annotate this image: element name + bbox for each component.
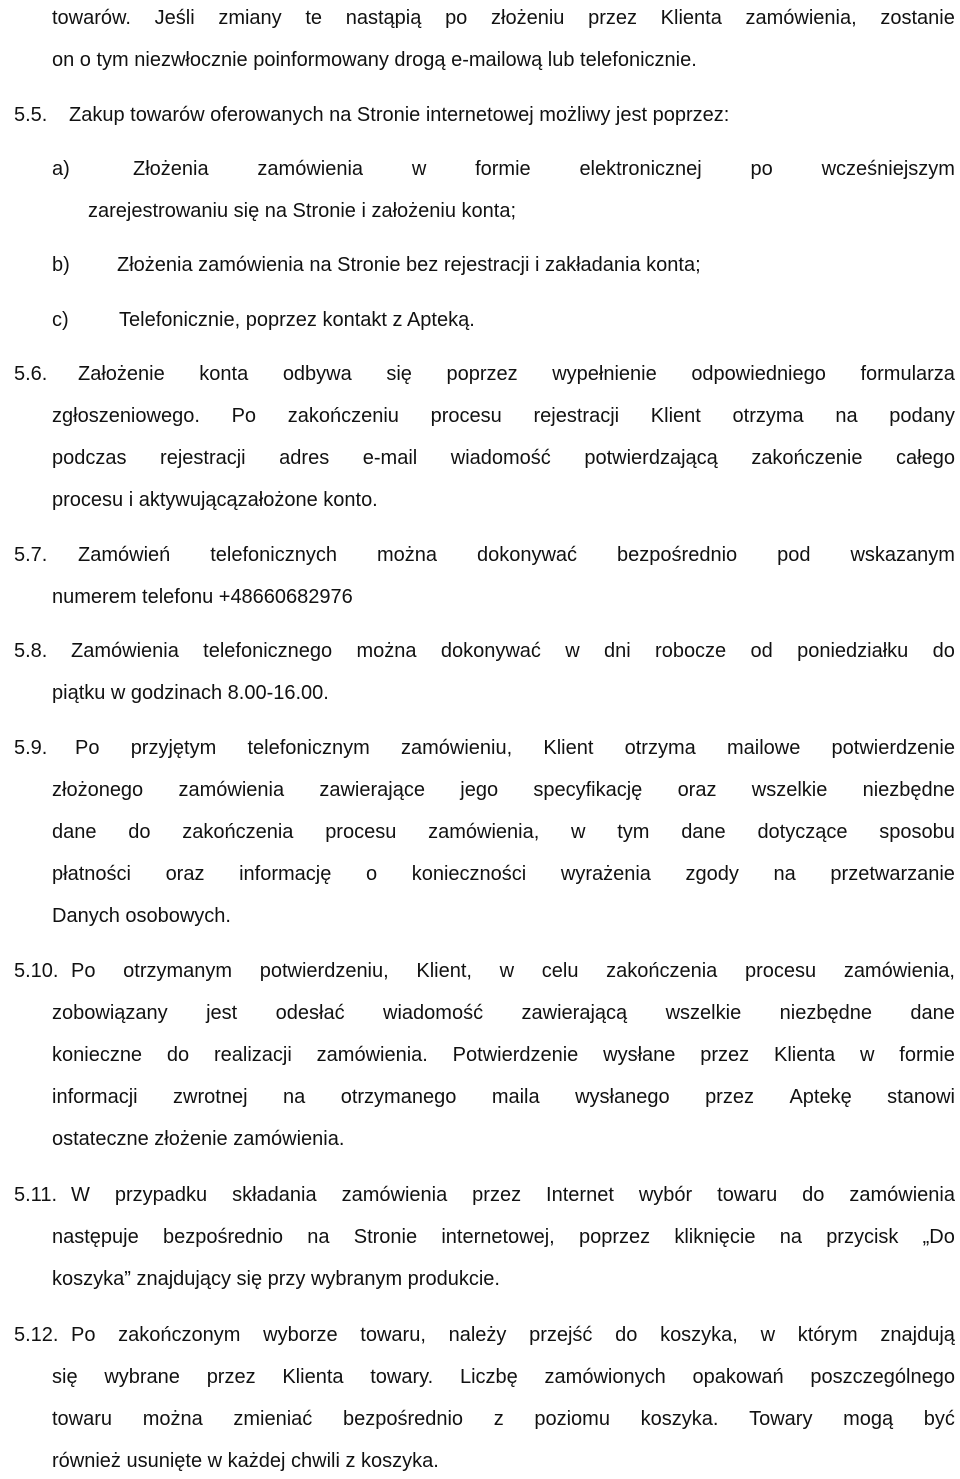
- word: Klienta: [282, 1366, 344, 1388]
- word: adres: [279, 447, 330, 469]
- paragraph-line: [75, 736, 955, 760]
- word: Internet: [546, 1184, 614, 1206]
- word: otrzymanego: [340, 1086, 457, 1108]
- word: robocze: [655, 640, 727, 662]
- word: specyfikację: [533, 779, 643, 801]
- word: wszelkie: [751, 779, 828, 801]
- word: elektronicznej: [579, 158, 702, 180]
- word: Stronie: [353, 1226, 418, 1248]
- word: formularza: [860, 363, 955, 385]
- word: koszyka,: [660, 1324, 738, 1346]
- word: potwierdzeniu,: [259, 960, 389, 982]
- word: potwierdzającą: [584, 447, 718, 469]
- word: towaru,: [360, 1324, 426, 1346]
- word: z: [493, 1408, 504, 1430]
- word: w: [565, 640, 580, 662]
- word: przez: [700, 1044, 750, 1066]
- word: być: [923, 1408, 955, 1430]
- word: dane: [681, 821, 726, 843]
- word: wypełnienie: [552, 363, 657, 385]
- word: zamówienia,: [428, 821, 540, 843]
- word: dokonywać: [477, 544, 578, 566]
- word: poziomu: [534, 1408, 610, 1430]
- word: dane: [910, 1002, 955, 1024]
- word: otrzyma: [732, 405, 804, 427]
- word: Po: [71, 960, 96, 982]
- word: wiadomość: [450, 447, 551, 469]
- word: zamówienia,: [745, 7, 857, 29]
- word: w: [571, 821, 586, 843]
- word: tym: [617, 821, 650, 843]
- paragraph-line: on o tym niezwłocznie poinformowany drogą e-mailową lub telefonicznie.: [52, 49, 697, 71]
- word: zamówienia: [178, 779, 285, 801]
- paragraph-line: Zakup towarów oferowanych na Stronie internetowej możliwy jest poprzez:: [69, 104, 730, 126]
- list-item-line: zarejestrowaniu się na Stronie i założeniu konta;: [88, 200, 517, 222]
- paragraph-line: [52, 1001, 955, 1025]
- word: Po: [71, 1324, 96, 1346]
- word: zakończenie: [751, 447, 863, 469]
- list-item-line: Telefonicznie, poprzez kontakt z Apteką.: [119, 309, 475, 331]
- word: konieczne: [52, 1044, 143, 1066]
- word: wyborze: [263, 1324, 338, 1346]
- word: towaru: [717, 1184, 778, 1206]
- word: na: [283, 1086, 306, 1108]
- word: zgody: [685, 863, 739, 885]
- word: zakończeniu: [287, 405, 399, 427]
- word: poniedziałku: [797, 640, 909, 662]
- word: Klienta: [660, 7, 722, 29]
- word: „Do: [922, 1226, 955, 1248]
- word: przez: [588, 7, 637, 29]
- word: formie: [899, 1044, 955, 1066]
- word: Potwierdzenie: [452, 1044, 579, 1066]
- list-marker: a): [52, 158, 70, 180]
- paragraph-line: [71, 1323, 955, 1347]
- word: do: [615, 1324, 638, 1346]
- word: się: [52, 1366, 78, 1388]
- word: zgłoszeniowego.: [52, 405, 200, 427]
- word: w: [499, 960, 515, 982]
- word: oraz: [165, 863, 205, 885]
- word: przez: [705, 1086, 754, 1108]
- section-number: 5.9.: [14, 737, 48, 759]
- word: Towary: [749, 1408, 813, 1430]
- paragraph-line: [52, 6, 955, 30]
- word: towaru: [52, 1408, 113, 1430]
- word: od: [750, 640, 773, 662]
- word: sposobu: [879, 821, 955, 843]
- word: do: [932, 640, 955, 662]
- word: można: [142, 1408, 203, 1430]
- word: na: [773, 863, 796, 885]
- word: telefonicznego: [203, 640, 333, 662]
- word: konieczności: [411, 863, 527, 885]
- word: mailowe: [726, 737, 801, 759]
- word: można: [356, 640, 417, 662]
- word: wiadomość: [383, 1002, 484, 1024]
- word: zobowiązany: [52, 1002, 168, 1024]
- paragraph-line: [52, 1043, 955, 1067]
- paragraph-line: również usunięte w każdej chwili z koszyka.: [52, 1450, 439, 1472]
- word: bezpośrednio: [342, 1408, 464, 1430]
- word: formie: [475, 158, 531, 180]
- paragraph-line: [52, 820, 955, 844]
- word: wybór: [638, 1184, 693, 1206]
- word: podany: [889, 405, 955, 427]
- paragraph-line: piątku w godzinach 8.00-16.00.: [52, 682, 329, 704]
- paragraph-line: [52, 862, 955, 886]
- word: wskazanym: [850, 544, 955, 566]
- word: zamówieniu,: [400, 737, 513, 759]
- word: odesłać: [275, 1002, 345, 1024]
- word: do: [128, 821, 151, 843]
- word: potwierdzenie: [831, 737, 955, 759]
- word: zakończenia: [606, 960, 718, 982]
- word: realizacji: [214, 1044, 292, 1066]
- word: dane: [52, 821, 97, 843]
- word: W: [71, 1184, 90, 1206]
- word: wszelkie: [665, 1002, 742, 1024]
- word: niezbędne: [779, 1002, 872, 1024]
- list-item-line: [133, 157, 955, 181]
- word: otrzyma: [624, 737, 696, 759]
- list-marker: b): [52, 254, 70, 276]
- word: Zamówienia: [71, 640, 179, 662]
- word: zawierającą: [521, 1002, 628, 1024]
- word: dni: [604, 640, 631, 662]
- word: telefonicznym: [247, 737, 370, 759]
- word: telefonicznych: [210, 544, 337, 566]
- paragraph-line: procesu i aktywującązałożone konto.: [52, 489, 378, 511]
- word: wysłanego: [575, 1086, 670, 1108]
- word: się: [386, 363, 412, 385]
- word: nastąpią: [345, 7, 422, 29]
- word: wyrażenia: [560, 863, 651, 885]
- word: informacji: [52, 1086, 138, 1108]
- paragraph-line: [52, 778, 955, 802]
- word: w: [760, 1324, 776, 1346]
- section-number: 5.7.: [14, 544, 48, 566]
- word: złożeniu: [491, 7, 565, 29]
- word: Klient,: [416, 960, 472, 982]
- word: procesu: [430, 405, 502, 427]
- word: Jeśli: [154, 7, 195, 29]
- word: zawierające: [319, 779, 425, 801]
- word: przypadku: [114, 1184, 208, 1206]
- word: Klient: [543, 737, 594, 759]
- word: bezpośrednio: [617, 544, 738, 566]
- word: zamówienia: [849, 1184, 955, 1206]
- word: zostanie: [880, 7, 955, 29]
- word: Zamówień: [78, 544, 171, 566]
- word: opakowań: [692, 1366, 784, 1388]
- word: całego: [896, 447, 955, 469]
- word: niezbędne: [862, 779, 955, 801]
- word: towary.: [370, 1366, 434, 1388]
- word: w: [860, 1044, 875, 1066]
- word: Złożenia: [133, 158, 209, 180]
- word: przejść: [529, 1324, 593, 1346]
- word: przez: [472, 1184, 522, 1206]
- list-marker: c): [52, 309, 69, 331]
- word: Założenie: [78, 363, 165, 385]
- word: poszczególnego: [810, 1366, 955, 1388]
- word: w: [411, 158, 427, 180]
- word: wcześniejszym: [821, 158, 955, 180]
- word: koszyka.: [640, 1408, 719, 1430]
- paragraph-line: [71, 639, 955, 663]
- paragraph-line: [78, 543, 955, 567]
- word: przycisk: [826, 1226, 899, 1248]
- word: zamówionych: [544, 1366, 666, 1388]
- word: zakończenia: [182, 821, 294, 843]
- word: zmiany: [218, 7, 282, 29]
- word: dotyczące: [757, 821, 848, 843]
- word: zwrotnej: [173, 1086, 248, 1108]
- word: bezpośrednio: [162, 1226, 284, 1248]
- word: którym: [797, 1324, 858, 1346]
- paragraph-line: ostateczne złożenie zamówienia.: [52, 1128, 345, 1150]
- word: odbywa: [282, 363, 352, 385]
- word: e-mail: [362, 447, 418, 469]
- word: można: [376, 544, 438, 566]
- word: po: [750, 158, 773, 180]
- word: konta: [199, 363, 249, 385]
- word: rejestracji: [160, 447, 246, 469]
- word: przyjętym: [130, 737, 217, 759]
- word: towarów.: [52, 7, 131, 29]
- paragraph-line: koszyka” znajdujący się przy wybranym produkcie.: [52, 1268, 500, 1290]
- word: do: [802, 1184, 825, 1206]
- paragraph-line: [71, 1183, 955, 1207]
- paragraph-line: [52, 1407, 955, 1431]
- word: zmieniać: [233, 1408, 313, 1430]
- word: Po: [75, 737, 100, 759]
- paragraph-line: [52, 1225, 955, 1249]
- paragraph-line: [71, 959, 955, 983]
- word: do: [166, 1044, 190, 1066]
- paragraph-line: [52, 404, 955, 428]
- word: kliknięcie: [674, 1226, 756, 1248]
- word: informację: [239, 863, 332, 885]
- word: Liczbę: [459, 1366, 518, 1388]
- word: mogą: [843, 1408, 894, 1430]
- word: następuje: [52, 1226, 139, 1248]
- word: zamówienia: [257, 158, 364, 180]
- word: pod: [777, 544, 811, 566]
- word: wybrane: [104, 1366, 180, 1388]
- paragraph-line: [52, 1085, 955, 1109]
- word: Aptekę: [789, 1086, 852, 1108]
- word: maila: [491, 1086, 540, 1108]
- word: rejestracji: [533, 405, 620, 427]
- word: poprzez: [578, 1226, 651, 1248]
- word: jest: [206, 1002, 238, 1024]
- word: złożonego: [52, 779, 144, 801]
- word: po: [445, 7, 468, 29]
- word: na: [307, 1226, 330, 1248]
- word: Klienta: [774, 1044, 836, 1066]
- word: internetowej,: [441, 1226, 555, 1248]
- word: zakończonym: [118, 1324, 241, 1346]
- word: zamówienia.: [316, 1044, 428, 1066]
- word: przez: [206, 1366, 256, 1388]
- word: celu: [541, 960, 579, 982]
- word: należy: [448, 1324, 507, 1346]
- phone-number-line: numerem telefonu +48660682976: [52, 586, 353, 608]
- word: na: [835, 405, 858, 427]
- section-number: 5.5.: [14, 104, 48, 126]
- list-item-line: Złożenia zamówienia na Stronie bez rejestracji i zakładania konta;: [117, 254, 701, 276]
- word: jego: [460, 779, 499, 801]
- word: te: [305, 7, 323, 29]
- word: Klient: [650, 405, 701, 427]
- word: na: [779, 1226, 802, 1248]
- word: odpowiedniego: [691, 363, 826, 385]
- section-number: 5.8.: [14, 640, 48, 662]
- word: zamówienia: [341, 1184, 448, 1206]
- word: dokonywać: [440, 640, 541, 662]
- paragraph-line: Danych osobowych.: [52, 905, 231, 927]
- section-number: 5.12.: [14, 1324, 59, 1346]
- word: oraz: [677, 779, 717, 801]
- paragraph-line: [78, 362, 955, 386]
- word: otrzymanym: [123, 960, 233, 982]
- word: przetwarzanie: [830, 863, 955, 885]
- word: procesu: [325, 821, 397, 843]
- word: Po: [231, 405, 257, 427]
- word: składania: [232, 1184, 317, 1206]
- paragraph-line: [52, 446, 955, 470]
- word: podczas: [52, 447, 127, 469]
- word: poprzez: [446, 363, 518, 385]
- paragraph-line: [52, 1365, 955, 1389]
- section-number: 5.10.: [14, 960, 59, 982]
- word: procesu: [744, 960, 817, 982]
- word: wysłane: [603, 1044, 676, 1066]
- word: znajdują: [880, 1324, 955, 1346]
- word: płatności: [52, 863, 131, 885]
- word: stanowi: [887, 1086, 955, 1108]
- section-number: 5.6.: [14, 363, 48, 385]
- word: zamówienia,: [843, 960, 955, 982]
- section-number: 5.11.: [14, 1184, 57, 1206]
- word: o: [365, 863, 378, 885]
